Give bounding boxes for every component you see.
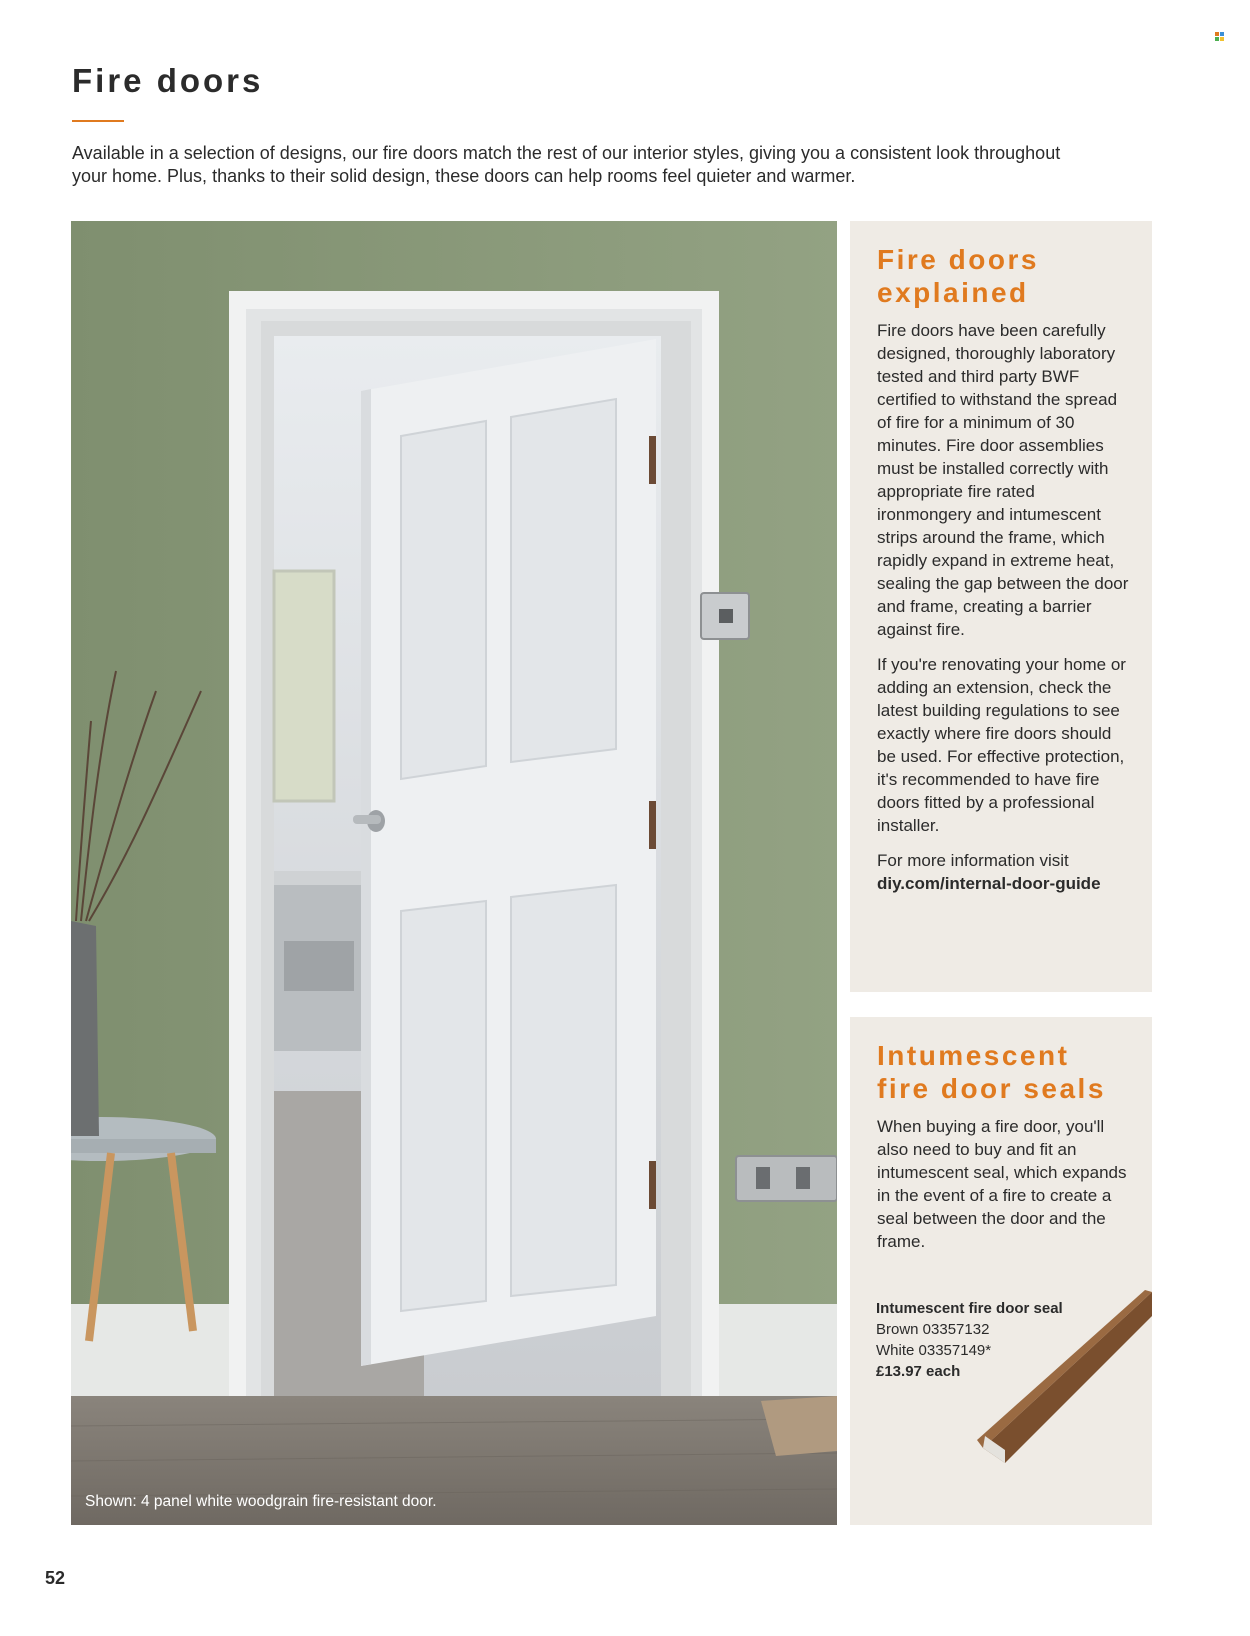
door-photo-illustration bbox=[71, 221, 837, 1525]
fire-doors-explained-panel bbox=[850, 221, 1152, 992]
product-variant-white: White 03357149* bbox=[876, 1342, 992, 1359]
product-variant-brown: Brown 03357132 bbox=[876, 1321, 990, 1338]
photo-caption: Shown: 4 panel white woodgrain fire-resistant door. bbox=[85, 1493, 437, 1510]
page-title: Fire doors bbox=[72, 62, 264, 99]
product-price: £13.97 each bbox=[876, 1363, 961, 1380]
internal-door-guide-link[interactable]: diy.com/internal-door-guide bbox=[877, 874, 1101, 893]
more-info-text: For more information visit bbox=[877, 851, 1069, 870]
page-number: 52 bbox=[45, 1568, 66, 1588]
seals-paragraph: When buying a fire door, you'll also need to buy and fit an intumescent seal, which expands in the event of a fire to create a seal between the door and the frame. bbox=[877, 1117, 1127, 1251]
panel-heading-explained: Fire doors explained bbox=[877, 244, 1039, 308]
explained-paragraph-2: If you're renovating your home or adding an extension, check the latest building regulations to see exactly where fire doors should be used. For effective protection, it's recommended to have fire doors fitted by a professional installer. bbox=[877, 655, 1126, 835]
product-name: Intumescent fire door seal bbox=[876, 1300, 1063, 1317]
intro-paragraph: Available in a selection of designs, our fire doors match the rest of our interior styles, giving you a consistent look throughout your home. Plus, thanks to their solid design, these doors can help rooms feel quieter and warmer. bbox=[72, 143, 1061, 186]
brand-logo-icon bbox=[1215, 32, 1224, 41]
panel-heading-seals: Intumescent fire door seals bbox=[877, 1040, 1106, 1104]
more-info bbox=[877, 849, 1130, 895]
door-photo bbox=[71, 221, 837, 1525]
seal-strip-image bbox=[975, 1290, 1152, 1465]
title-underline bbox=[72, 120, 124, 122]
explained-paragraph-1: Fire doors have been carefully designed, thoroughly laboratory tested and third party BWF certified to withstand the spread of fire for a minimum of 30 minutes. Fire door assemblies must be installed correctly with appropriate fire rated ironmongery and intumescent strips around the frame, which rapidly expand in extreme heat, sealing the gap between the door and frame, creating a barrier against fire. bbox=[877, 321, 1129, 639]
